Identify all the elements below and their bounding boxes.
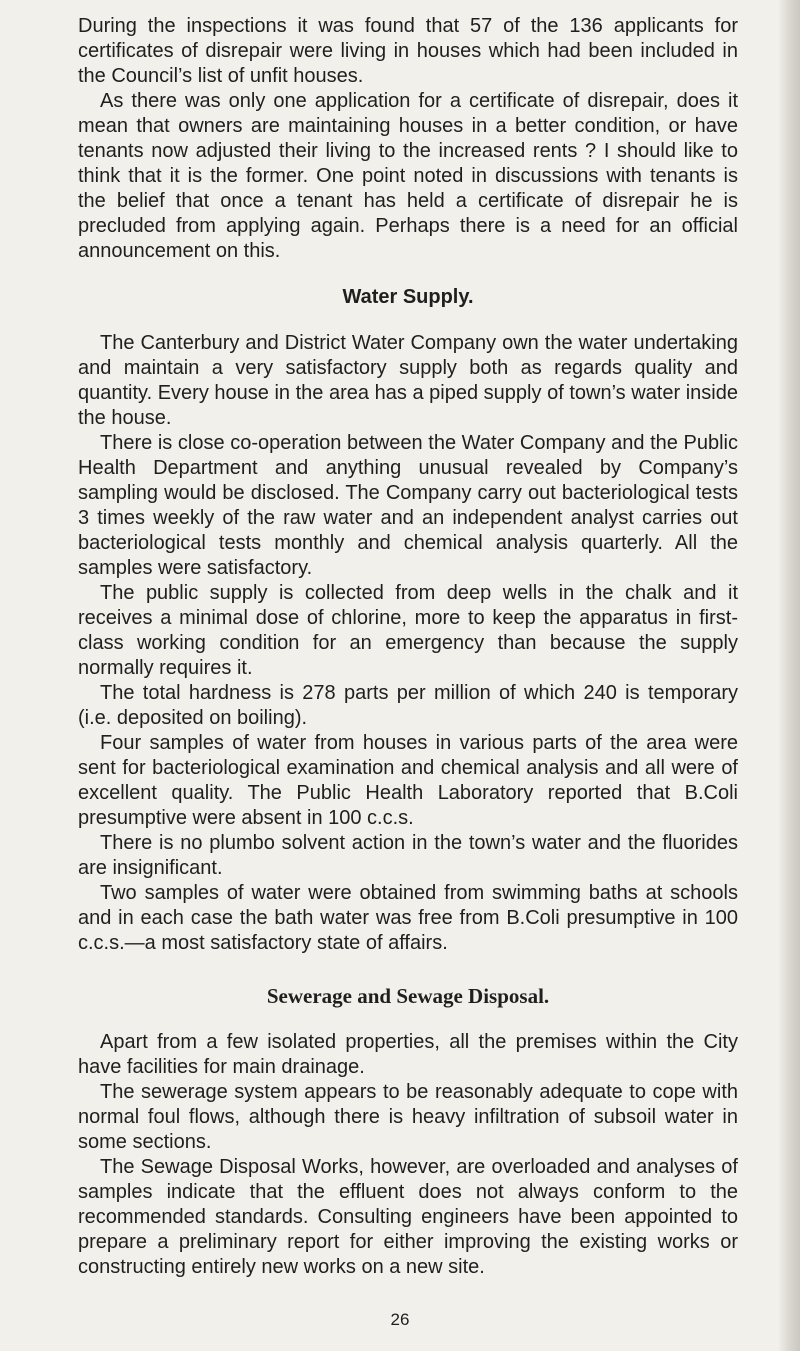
- water-supply-heading: Water Supply.: [342, 286, 474, 308]
- intro-section: [78, 14, 738, 264]
- sewerage-section: [78, 984, 738, 1280]
- page-edge-shadow: [778, 0, 800, 1351]
- page-number: 26: [390, 1310, 410, 1329]
- water-paragraph-1: The Canterbury and District Water Company own the water undertaking and maintain a very satisfactory supply both as regards quality and quantity. Every house in the area has a piped supply of town’s water inside the house.: [78, 332, 738, 429]
- water-paragraph-4: The total hardness is 278 parts per million of which 240 is temporary (i.e. deposited on boiling).: [78, 682, 738, 729]
- sewerage-paragraph-2: The sewerage system appears to be reasonably adequate to cope with normal foul flows, although there is heavy infiltration of subsoil water in some sections.: [78, 1081, 738, 1153]
- water-paragraph-3: The public supply is collected from deep wells in the chalk and it receives a minimal dose of chlorine, more to keep the apparatus in first-class working condition for an emergency than because the supply normally requires it.: [78, 582, 738, 679]
- intro-paragraph-2: As there was only one application for a certificate of disrepair, does it mean that owners are maintaining houses in a better condition, or have tenants now adjusted their living to the increased rents ? I should like to think that it is the former. One point noted in discussions with tenants is the belief that once a tenant has held a certificate of disrepair he is precluded from applying again. Perhaps there is a need for an official announcement on this.: [78, 90, 738, 262]
- document-page: [78, 14, 738, 1280]
- water-paragraph-6: There is no plumbo solvent action in the town’s water and the fluorides are insignificant.: [78, 832, 738, 879]
- water-paragraph-5: Four samples of water from houses in various parts of the area were sent for bacteriological examination and chemical analysis and all were of excellent quality. The Public Health Laboratory reported that B.Coli presumptive were absent in 100 c.c.s.: [78, 732, 738, 829]
- sewerage-heading: Sewerage and Sewage Disposal.: [266, 984, 550, 1008]
- intro-paragraph-1: During the inspections it was found that 57 of the 136 applicants for certificates of disrepair were living in houses which had been included in the Council’s list of unfit houses.: [78, 15, 738, 87]
- water-supply-section: [78, 285, 738, 956]
- water-paragraph-2: There is close co-operation between the Water Company and the Public Health Department and anything unusual revealed by Company’s sampling would be disclosed. The Company carry out bacteriological tests 3 times weekly of the raw water and an independent analyst carries out bacteriological tests monthly and chemical analysis quarterly. All the samples were satisfactory.: [78, 432, 738, 579]
- sewerage-paragraph-3: The Sewage Disposal Works, however, are overloaded and analyses of samples indicate that the effluent does not always conform to the recommended standards. Consulting engineers have been appointed to prepare a preliminary report for either improving the existing works or constructing entirely new works on a new site.: [78, 1156, 738, 1278]
- sewerage-paragraph-1: Apart from a few isolated properties, all the premises within the City have facilities for main drainage.: [78, 1031, 738, 1078]
- water-paragraph-7: Two samples of water were obtained from swimming baths at schools and in each case the bath water was free from B.Coli presumptive in 100 c.c.s.—a most satisfactory state of affairs.: [78, 882, 738, 954]
